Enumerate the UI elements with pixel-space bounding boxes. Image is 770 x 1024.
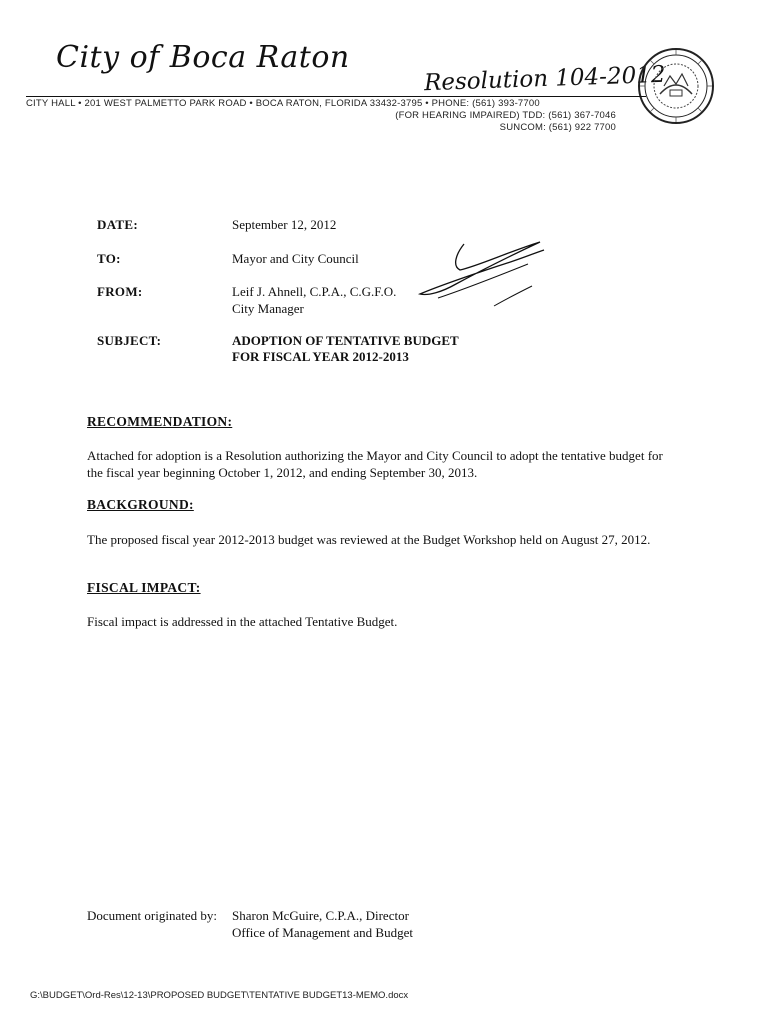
recommendation-heading: RECOMMENDATION: [87,414,233,429]
background-text: The proposed fiscal year 2012-2013 budget was reviewed at the Budget Workshop held on August 27, 2012. [87,532,651,547]
originator-office: Office of Management and Budget [232,925,413,940]
from-name: Leif J. Ahnell, C.P.A., C.G.F.O. [232,284,397,299]
background-heading: BACKGROUND: [87,497,194,512]
subject-label: SUBJECT: [97,333,162,348]
from-label: FROM: [97,284,143,299]
recommendation-text: Attached for adoption is a Resolution authorizing the Mayor and City Council to adopt the tentative budget for the fiscal year beginning October 1, 2012, and ending September 30, 2013. [87,448,663,480]
date-label: DATE: [97,217,138,232]
date-value: September 12, 2012 [232,217,337,232]
subject-line-1: ADOPTION OF TENTATIVE BUDGET [232,333,459,348]
letterhead-tdd: (FOR HEARING IMPAIRED) TDD: (561) 367-7046 [395,110,616,121]
letterhead-rule [26,96,646,97]
handwritten-resolution-note: Resolution 104-2012 [423,61,666,97]
originator-label: Document originated by: [87,908,217,923]
to-value: Mayor and City Council [232,251,359,266]
letterhead-suncom: SUNCOM: (561) 922 7700 [499,122,616,133]
letterhead-address: CITY HALL • 201 WEST PALMETTO PARK ROAD • BOCA RATON, FLORIDA 33432-3795 • PHONE: (561) 393-7700 [26,98,540,109]
to-label: TO: [97,251,121,266]
city-seal-icon [636,46,716,126]
signature-icon [398,236,548,316]
city-logo: City of Boca Raton [56,40,350,75]
from-title: City Manager [232,301,304,316]
subject-line-2: FOR FISCAL YEAR 2012-2013 [232,349,409,364]
fiscal-impact-text: Fiscal impact is addressed in the attached Tentative Budget. [87,614,398,629]
originator-name: Sharon McGuire, C.P.A., Director [232,908,409,923]
fiscal-impact-heading: FISCAL IMPACT: [87,580,201,595]
footer-file-path: G:\BUDGET\Ord-Res\12-13\PROPOSED BUDGET\TENTATIVE BUDGET13-MEMO.docx [30,990,409,1001]
